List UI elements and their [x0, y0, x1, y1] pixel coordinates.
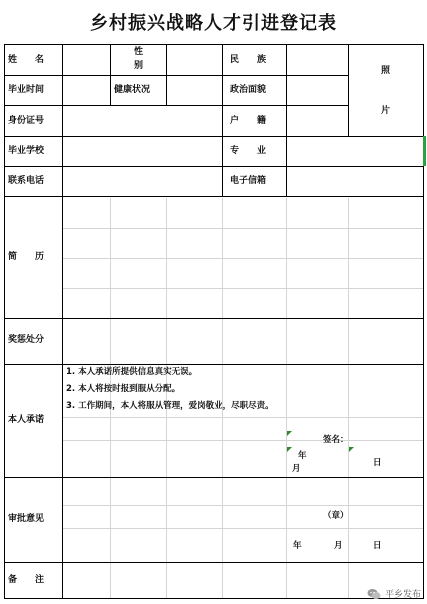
table-border-left [4, 44, 5, 599]
row-rule [4, 166, 423, 167]
form-title: 乡村振兴战略人才引进登记表 [90, 13, 337, 34]
graduation-time-label: 毕业时间 [8, 85, 45, 95]
school-label: 毕业学校 [8, 146, 45, 156]
gender-label-bottom: 别 [134, 61, 144, 71]
comment-marker [287, 447, 292, 452]
wechat-bubble-icon [367, 588, 381, 600]
column-rule [222, 44, 223, 197]
column-rule [166, 44, 167, 106]
row-rule [4, 196, 423, 197]
row-rule [4, 136, 423, 137]
cell-selection-indicator [423, 136, 426, 166]
review-label: 审批意见 [8, 514, 45, 524]
email-label: 电子信箱 [230, 176, 267, 186]
rewards-label: 奖惩处分 [8, 335, 45, 345]
column-rule [110, 44, 111, 106]
source-watermark [367, 587, 421, 600]
gridline [62, 505, 424, 506]
resume-label: 简 历 [8, 252, 45, 262]
column-rule [62, 44, 63, 599]
signature-day: 日 [373, 458, 382, 468]
name-label: 姓 名 [8, 55, 45, 65]
signature-month: 月 [292, 464, 301, 474]
column-rule [348, 44, 349, 137]
row-rule [4, 562, 423, 563]
gender-label-top: 性 [134, 47, 144, 57]
table-border-bottom [4, 598, 424, 599]
household-label: 户 籍 [230, 116, 267, 126]
gridline [62, 258, 424, 259]
row-rule [4, 364, 423, 365]
review-month: 月 [334, 541, 343, 551]
gridline [62, 417, 424, 418]
row-rule [4, 318, 423, 319]
review-year: 年 [293, 541, 302, 551]
row-rule [4, 105, 348, 106]
column-rule [286, 44, 287, 197]
comment-marker [287, 431, 292, 436]
remarks-label: 备 注 [8, 575, 45, 585]
table-border-right [423, 44, 424, 599]
review-day: 日 [373, 541, 382, 551]
row-rule [4, 75, 348, 76]
gridline [62, 440, 424, 441]
ethnicity-label: 民 族 [230, 55, 267, 65]
pledge-line-3: 3. 工作期间，本人将服从管理，爱岗敬业，尽职尽责。 [66, 401, 274, 411]
political-status-label: 政治面貌 [230, 85, 267, 95]
health-label: 健康状况 [114, 85, 151, 95]
pledge-label: 本人承诺 [8, 415, 45, 425]
pledge-line-2: 2. 本人将按时报到服从分配。 [66, 384, 181, 394]
gridline [62, 288, 424, 289]
photo-label-top: 照 [381, 66, 391, 76]
major-label: 专 业 [230, 146, 267, 156]
pledge-line-1: 1. 本人承诺所提供信息真实无误。 [66, 367, 198, 377]
gridline [62, 228, 424, 229]
comment-marker [349, 447, 354, 452]
signature-year: 年 [298, 451, 307, 461]
photo-label-bottom: 片 [381, 106, 391, 116]
table-border-top [4, 44, 424, 45]
row-rule [4, 477, 423, 478]
gridline [62, 528, 424, 529]
phone-label: 联系电话 [8, 176, 45, 186]
signature-label: 签名： [323, 435, 349, 445]
review-seal: （章） [323, 511, 349, 521]
watermark-text: 平乡发布 [384, 590, 421, 600]
id-number-label: 身份证号 [8, 116, 45, 126]
